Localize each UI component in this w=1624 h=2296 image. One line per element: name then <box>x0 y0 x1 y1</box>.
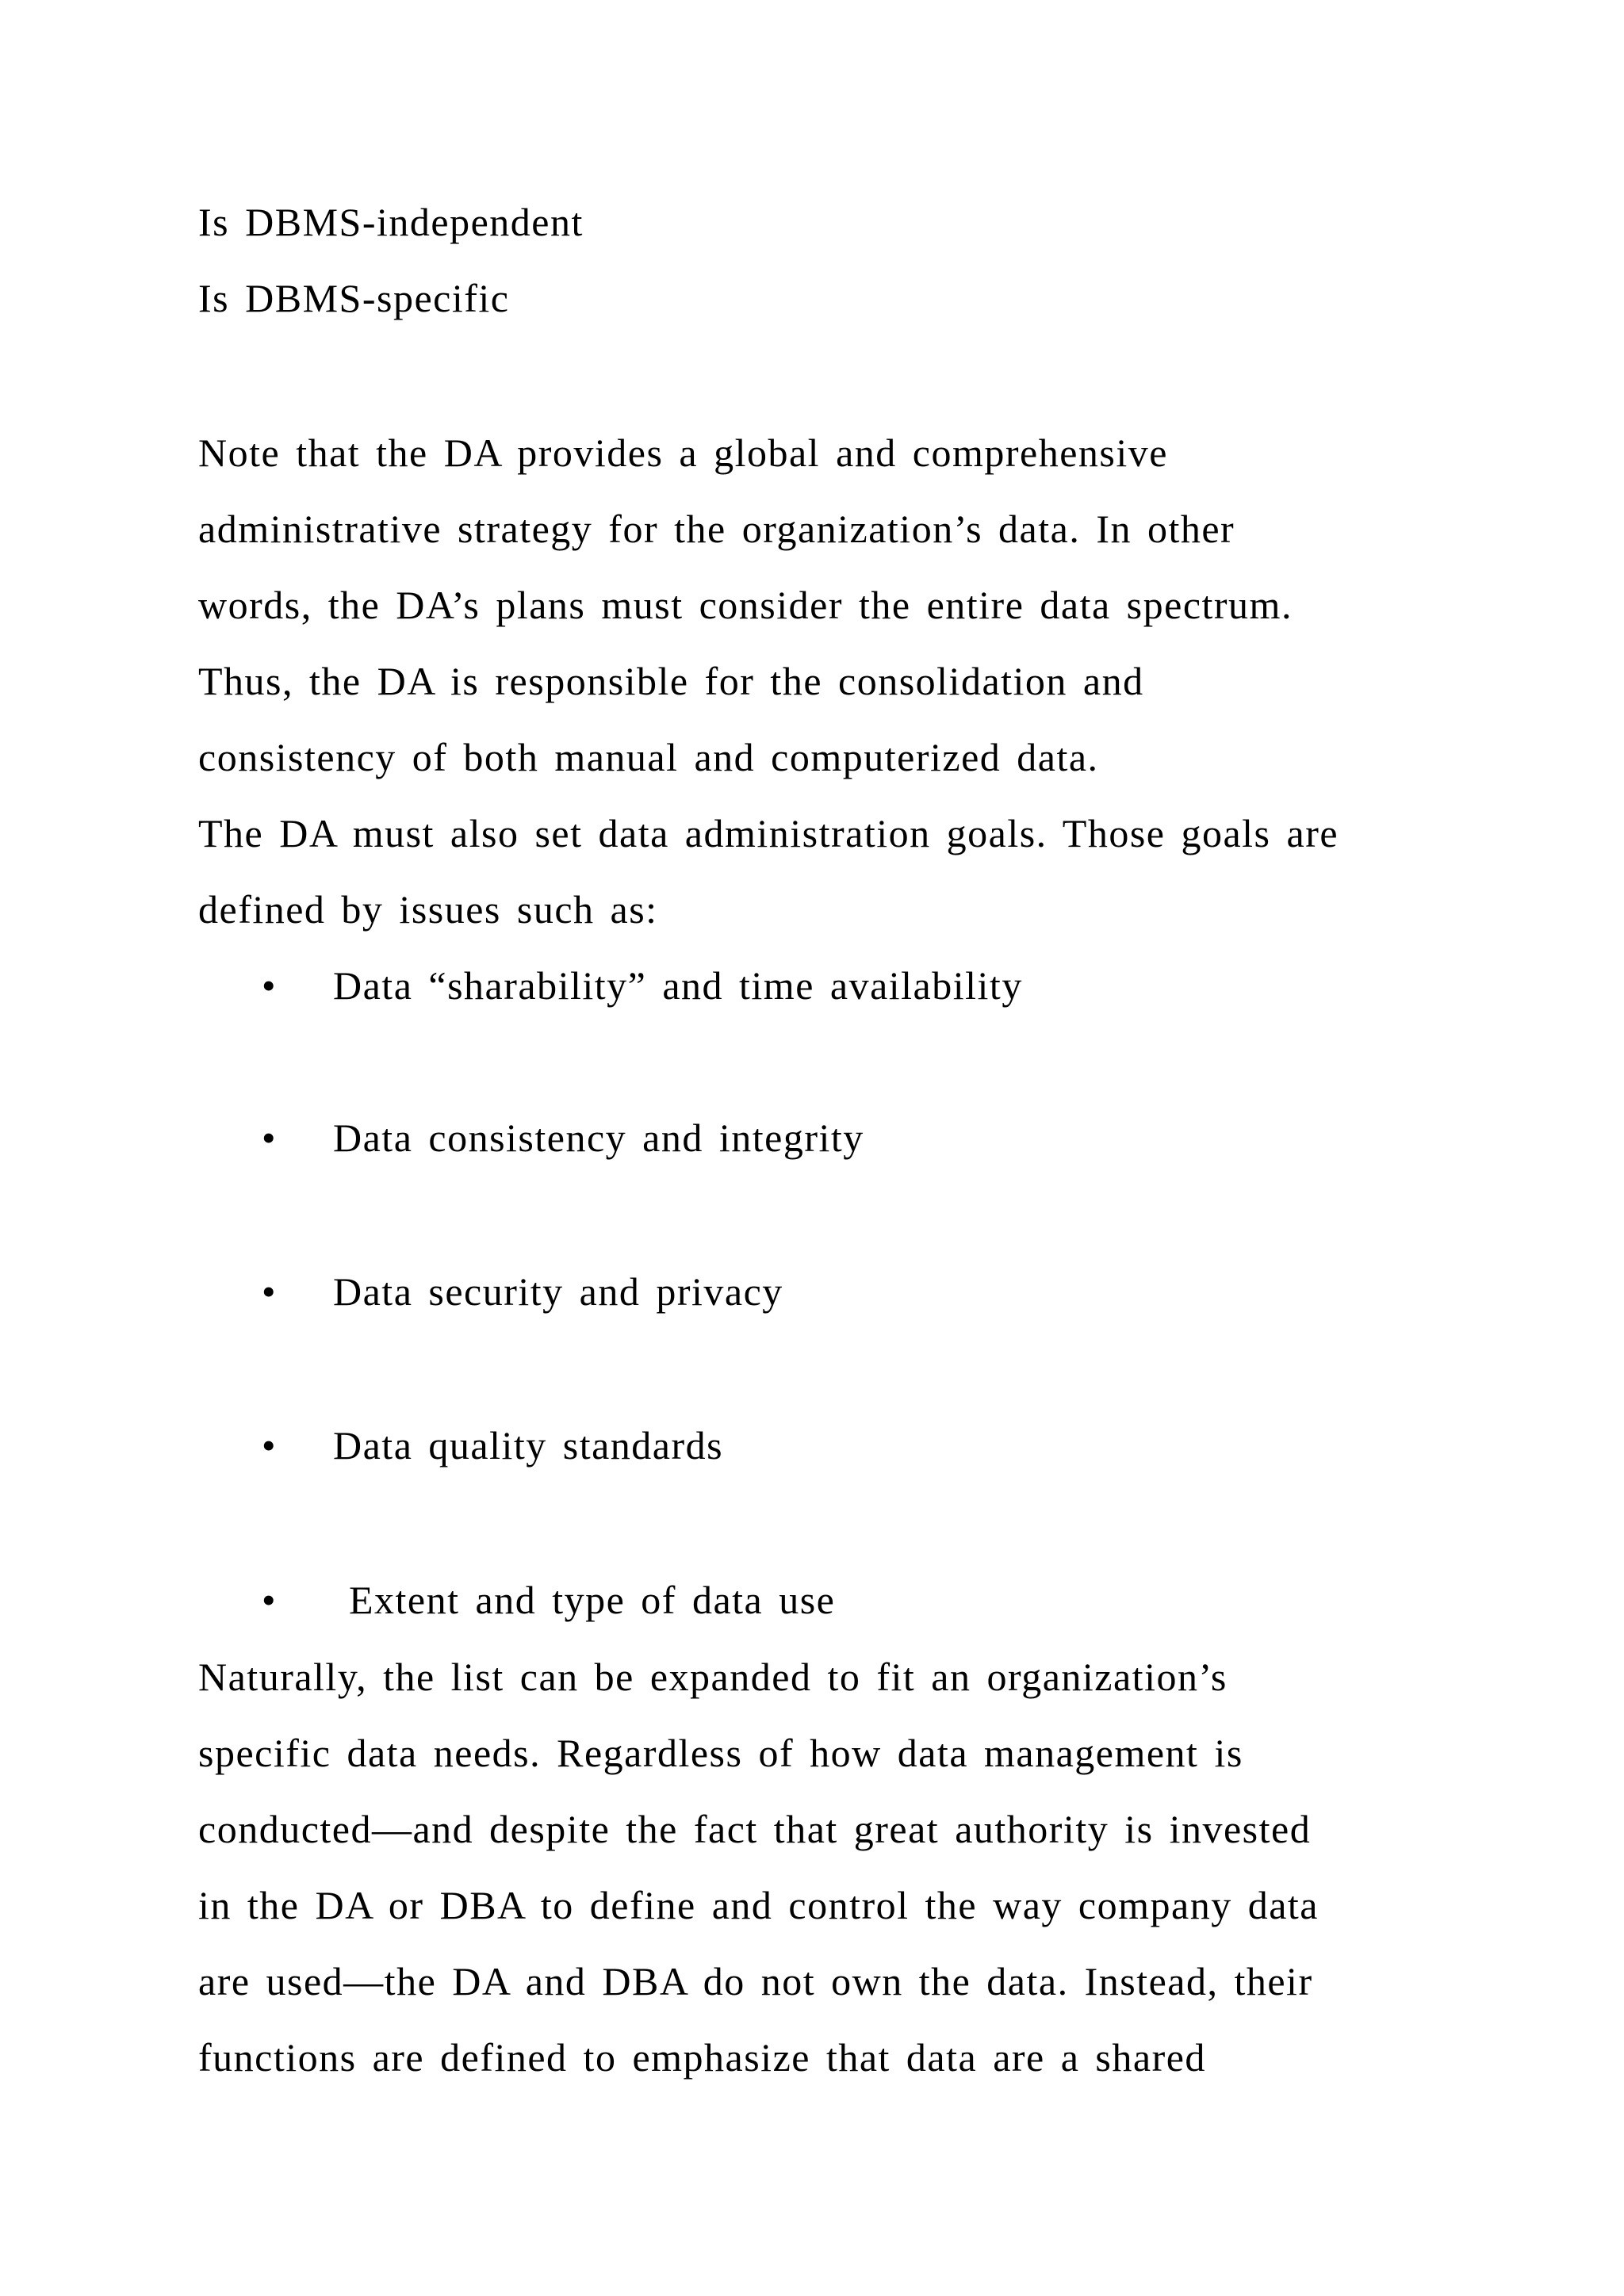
paragraph-line: Thus, the DA is responsible for the consolidation and <box>198 659 1144 703</box>
bullet-list-item <box>262 1576 835 1624</box>
bullet-list-item <box>262 1422 723 1469</box>
paragraph-line: specific data needs. Regardless of how data management is <box>198 1731 1243 1775</box>
bullet-text: Data consistency and integrity <box>333 1115 864 1160</box>
bullet-list-item <box>262 1268 783 1315</box>
bullet-text: Extent and type of data use <box>333 1578 836 1622</box>
bullet-list-item <box>262 962 1023 1009</box>
text-line-dbms-independent: Is DBMS-independent <box>198 200 584 244</box>
paragraph-line: defined by issues such as: <box>198 887 658 932</box>
paragraph-line: conducted—and despite the fact that great authority is invested <box>198 1807 1312 1851</box>
bullet-marker: • <box>262 963 278 1008</box>
bullet-text: Data “sharability” and time availability <box>333 963 1023 1008</box>
text-line-dbms-specific: Is DBMS-specific <box>198 276 510 320</box>
bullet-text: Data security and privacy <box>333 1269 783 1314</box>
bullet-marker: • <box>262 1269 278 1314</box>
paragraph-line: Naturally, the list can be expanded to fit an organization’s <box>198 1655 1228 1699</box>
bullet-marker: • <box>262 1578 278 1622</box>
paragraph-line: consistency of both manual and computerized data. <box>198 735 1099 779</box>
bullet-list-item <box>262 1114 864 1161</box>
paragraph-line: functions are defined to emphasize that data are a shared <box>198 2035 1206 2080</box>
bullet-marker: • <box>262 1115 278 1160</box>
paragraph-line: words, the DA’s plans must consider the entire data spectrum. <box>198 583 1293 627</box>
paragraph-line: are used—the DA and DBA do not own the data. Instead, their <box>198 1959 1313 2003</box>
paragraph-line: The DA must also set data administration goals. Those goals are <box>198 811 1339 855</box>
bullet-marker: • <box>262 1423 278 1468</box>
paragraph-line: Note that the DA provides a global and comprehensive <box>198 430 1168 475</box>
paragraph-line: administrative strategy for the organization’s data. In other <box>198 507 1235 551</box>
bullet-text: Data quality standards <box>333 1423 724 1468</box>
paragraph-line: in the DA or DBA to define and control the way company data <box>198 1883 1319 1927</box>
